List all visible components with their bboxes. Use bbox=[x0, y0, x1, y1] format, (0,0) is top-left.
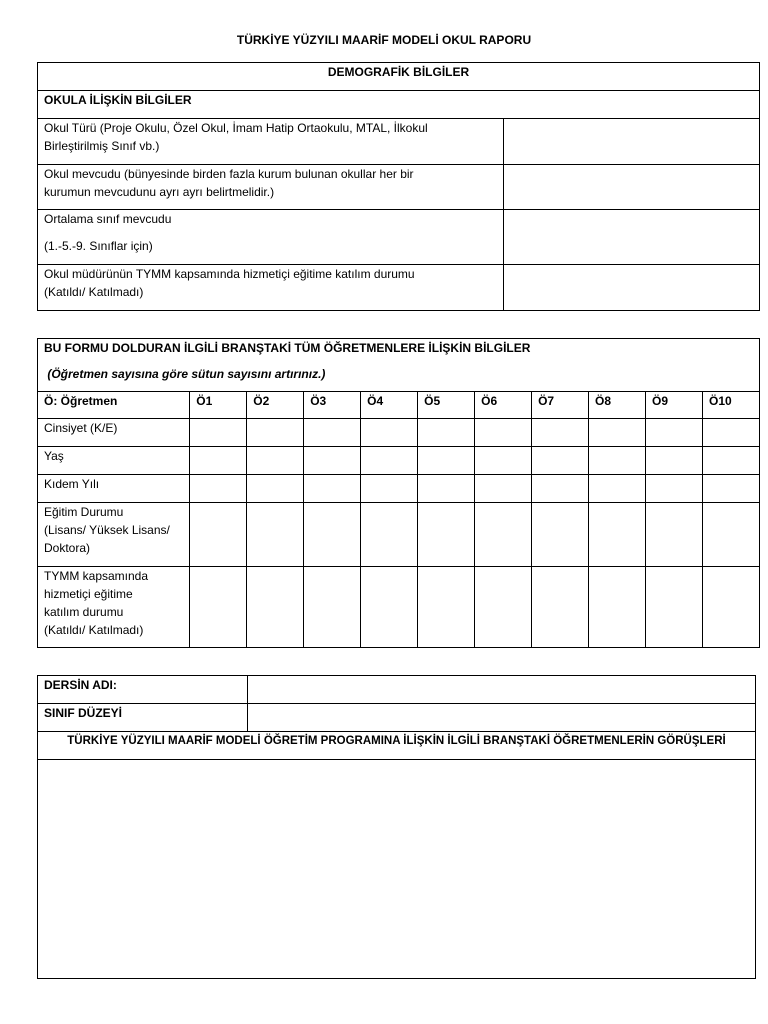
teachers-header-cell bbox=[38, 339, 760, 392]
demographic-header: DEMOGRAFİK BİLGİLER bbox=[38, 63, 760, 91]
table-cell[interactable] bbox=[702, 475, 759, 503]
column-header: Ö9 bbox=[646, 392, 703, 419]
row-label-education: Eğitim Durumu (Lisans/ Yüksek Lisans/ Doktora) bbox=[38, 503, 190, 567]
teachers-table bbox=[37, 338, 760, 648]
avg-class-size-label: Ortalama sınıf mevcudu (1.-5.-9. Sınıflar için) bbox=[38, 210, 504, 265]
table-cell[interactable] bbox=[304, 503, 361, 567]
table-cell[interactable] bbox=[247, 475, 304, 503]
principal-training-label: Okul müdürünün TYMM kapsamında hizmetiçi eğitime katılım durumu (Katıldı/ Katılmadı) bbox=[38, 265, 504, 311]
table-cell[interactable] bbox=[475, 475, 532, 503]
table-cell[interactable] bbox=[475, 567, 532, 648]
column-header: Ö6 bbox=[475, 392, 532, 419]
teachers-header: BU FORMU DOLDURAN İLGİLİ BRANŞTAKİ TÜM ÖĞRETMENLERE İLİŞKİN BİLGİLER bbox=[44, 341, 531, 355]
table-cell[interactable] bbox=[475, 419, 532, 447]
table-row bbox=[38, 567, 760, 648]
table-cell[interactable] bbox=[532, 475, 589, 503]
school-type-label: Okul Türü (Proje Okulu, Özel Okul, İmam Hatip Ortaokulu, MTAL, İlkokul Birleştirilmiş Sınıf vb.) bbox=[38, 119, 504, 165]
table-cell[interactable] bbox=[247, 419, 304, 447]
avg-class-size-field[interactable] bbox=[504, 210, 760, 265]
table-cell[interactable] bbox=[361, 567, 418, 648]
table-cell[interactable] bbox=[702, 447, 759, 475]
table-cell[interactable] bbox=[475, 447, 532, 475]
table-cell[interactable] bbox=[304, 567, 361, 648]
row-label-gender: Cinsiyet (K/E) bbox=[38, 419, 190, 447]
table-cell[interactable] bbox=[646, 567, 703, 648]
column-header: Ö7 bbox=[532, 392, 589, 419]
table-cell[interactable] bbox=[532, 503, 589, 567]
table-cell[interactable] bbox=[702, 567, 759, 648]
table-cell[interactable] bbox=[589, 475, 646, 503]
row-label-training: TYMM kapsamında hizmetiçi eğitime katılım durumu (Katıldı/ Katılmadı) bbox=[38, 567, 190, 648]
row-label-age: Yaş bbox=[38, 447, 190, 475]
table-cell[interactable] bbox=[589, 503, 646, 567]
column-header: Ö1 bbox=[190, 392, 247, 419]
table-cell[interactable] bbox=[589, 447, 646, 475]
row-label-seniority: Kıdem Yılı bbox=[38, 475, 190, 503]
table-cell[interactable] bbox=[418, 419, 475, 447]
table-row bbox=[38, 503, 760, 567]
table-cell[interactable] bbox=[304, 419, 361, 447]
course-table bbox=[37, 675, 756, 979]
principal-training-field[interactable] bbox=[504, 265, 760, 311]
school-info-section: OKULA İLİŞKİN BİLGİLER bbox=[38, 91, 760, 119]
table-cell[interactable] bbox=[247, 447, 304, 475]
course-name-label: DERSİN ADI: bbox=[38, 676, 248, 704]
school-type-field[interactable] bbox=[504, 119, 760, 165]
table-cell[interactable] bbox=[190, 419, 247, 447]
class-level-field[interactable] bbox=[248, 704, 756, 732]
table-row bbox=[38, 447, 760, 475]
table-cell[interactable] bbox=[702, 419, 759, 447]
table-cell[interactable] bbox=[247, 503, 304, 567]
table-cell[interactable] bbox=[190, 503, 247, 567]
table-cell[interactable] bbox=[646, 475, 703, 503]
table-cell[interactable] bbox=[190, 567, 247, 648]
column-header: Ö3 bbox=[304, 392, 361, 419]
table-cell[interactable] bbox=[532, 419, 589, 447]
table-cell[interactable] bbox=[361, 503, 418, 567]
column-header: Ö10 bbox=[702, 392, 759, 419]
school-enrollment-label: Okul mevcudu (bünyesinde birden fazla kurum bulunan okullar her bir kurumun mevcudunu ayrı ayrı belirtmelidir.) bbox=[38, 165, 504, 210]
table-cell[interactable] bbox=[418, 567, 475, 648]
table-cell[interactable] bbox=[532, 447, 589, 475]
table-cell[interactable] bbox=[532, 567, 589, 648]
table-cell[interactable] bbox=[589, 419, 646, 447]
table-cell[interactable] bbox=[361, 419, 418, 447]
teachers-column-header-row bbox=[38, 392, 760, 419]
table-cell[interactable] bbox=[190, 447, 247, 475]
class-level-label: SINIF DÜZEYİ bbox=[38, 704, 248, 732]
table-cell[interactable] bbox=[475, 503, 532, 567]
opinions-header: TÜRKİYE YÜZYILI MAARİF MODELİ ÖĞRETİM PROGRAMINA İLİŞKİN İLGİLİ BRANŞTAKİ ÖĞRETMENLERİN GÖRÜŞLERİ bbox=[38, 732, 756, 760]
school-enrollment-field[interactable] bbox=[504, 165, 760, 210]
table-cell[interactable] bbox=[418, 503, 475, 567]
table-cell[interactable] bbox=[589, 567, 646, 648]
document-title: TÜRKİYE YÜZYILI MAARİF MODELİ OKUL RAPORU bbox=[236, 33, 532, 47]
column-header: Ö5 bbox=[418, 392, 475, 419]
table-row bbox=[38, 419, 760, 447]
table-cell[interactable] bbox=[304, 475, 361, 503]
table-cell[interactable] bbox=[646, 419, 703, 447]
demographic-table bbox=[37, 62, 760, 311]
table-cell[interactable] bbox=[361, 447, 418, 475]
column-header: Ö8 bbox=[589, 392, 646, 419]
table-cell[interactable] bbox=[418, 475, 475, 503]
opinions-field[interactable] bbox=[38, 760, 756, 979]
column-header: Ö4 bbox=[361, 392, 418, 419]
table-cell[interactable] bbox=[247, 567, 304, 648]
table-cell[interactable] bbox=[304, 447, 361, 475]
table-cell[interactable] bbox=[702, 503, 759, 567]
teacher-key-label: Ö: Öğretmen bbox=[38, 392, 190, 419]
teachers-note: (Öğretmen sayısına göre sütun sayısını artırınız.) bbox=[44, 367, 326, 381]
table-cell[interactable] bbox=[646, 447, 703, 475]
table-cell[interactable] bbox=[418, 447, 475, 475]
table-cell[interactable] bbox=[190, 475, 247, 503]
table-cell[interactable] bbox=[361, 475, 418, 503]
course-name-field[interactable] bbox=[248, 676, 756, 704]
table-row bbox=[38, 475, 760, 503]
table-cell[interactable] bbox=[646, 503, 703, 567]
column-header: Ö2 bbox=[247, 392, 304, 419]
